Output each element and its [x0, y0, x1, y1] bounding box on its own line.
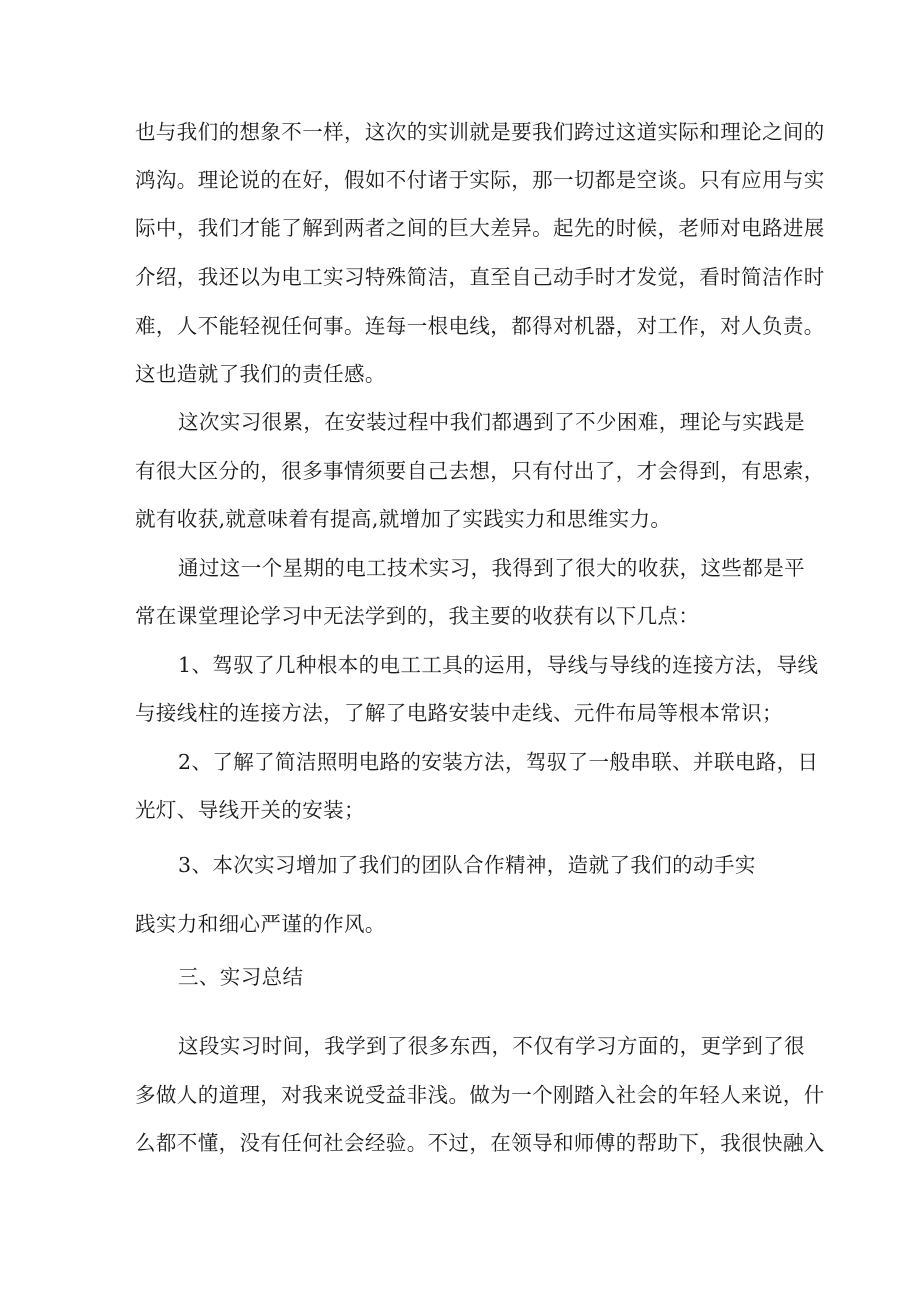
text-line: 鸿沟。理论说的在好，假如不付诸于实际，那一切都是空谈。只有应用与实	[135, 168, 825, 192]
text-line: 这次实习很累，在安装过程中我们都遇到了不少困难，理论与实践是	[178, 410, 805, 434]
text-line: 难，人不能轻视任何事。连每一根电线，都得对机器，对工作，对人负责。	[135, 314, 825, 338]
text-line: 么都不懂，没有任何社会经验。不过，在领导和师傅的帮助下，我很快融入	[135, 1131, 825, 1155]
text-line: 3、本次实习增加了我们的团队合作精神，造就了我们的动手实	[178, 853, 756, 877]
text-line: 有很大区分的，很多事情须要自己去想，只有付出了，才会得到，有思索，	[135, 459, 825, 483]
text-line: 多做人的道理，对我来说受益非浅。做为一个刚踏入社会的年轻人来说，什	[135, 1083, 825, 1107]
text-line: 就有收获,就意味着有提高,就增加了实践实力和思维实力。	[135, 507, 672, 531]
text-line: 通过这一个星期的电工技术实习，我得到了很大的收获，这些都是平	[178, 556, 805, 580]
text-line: 光灯、导线开关的安装；	[135, 798, 365, 822]
text-line: 这段实习时间，我学到了很多东西，不仅有学习方面的，更学到了很	[178, 1034, 805, 1058]
text-line: 践实力和细心严谨的作风。	[135, 912, 386, 936]
text-line: 际中，我们才能了解到两者之间的巨大差异。起先的时候，老师对电路进展	[135, 216, 825, 240]
text-line: 与接线柱的连接方法，了解了电路安装中走线、元件布局等根本常识；	[135, 701, 783, 725]
text-line: 也与我们的想象不一样，这次的实训就是要我们跨过这道实际和理论之间的	[135, 120, 825, 144]
text-line: 这也造就了我们的责任感。	[135, 362, 386, 386]
text-line: 介绍，我还以为电工实习特殊简洁，直至自己动手时才发觉，看时简洁作时	[135, 265, 825, 289]
text-line: 1、驾驭了几种根本的电工工具的运用，导线与导线的连接方法，导线	[178, 653, 819, 677]
text-line: 常在课堂理论学习中无法学到的，我主要的收获有以下几点：	[135, 604, 700, 628]
text-line: 2、了解了简洁照明电路的安装方法，驾驭了一般串联、并联电路，日	[178, 750, 819, 774]
section-heading: 三、实习总结	[178, 965, 304, 989]
